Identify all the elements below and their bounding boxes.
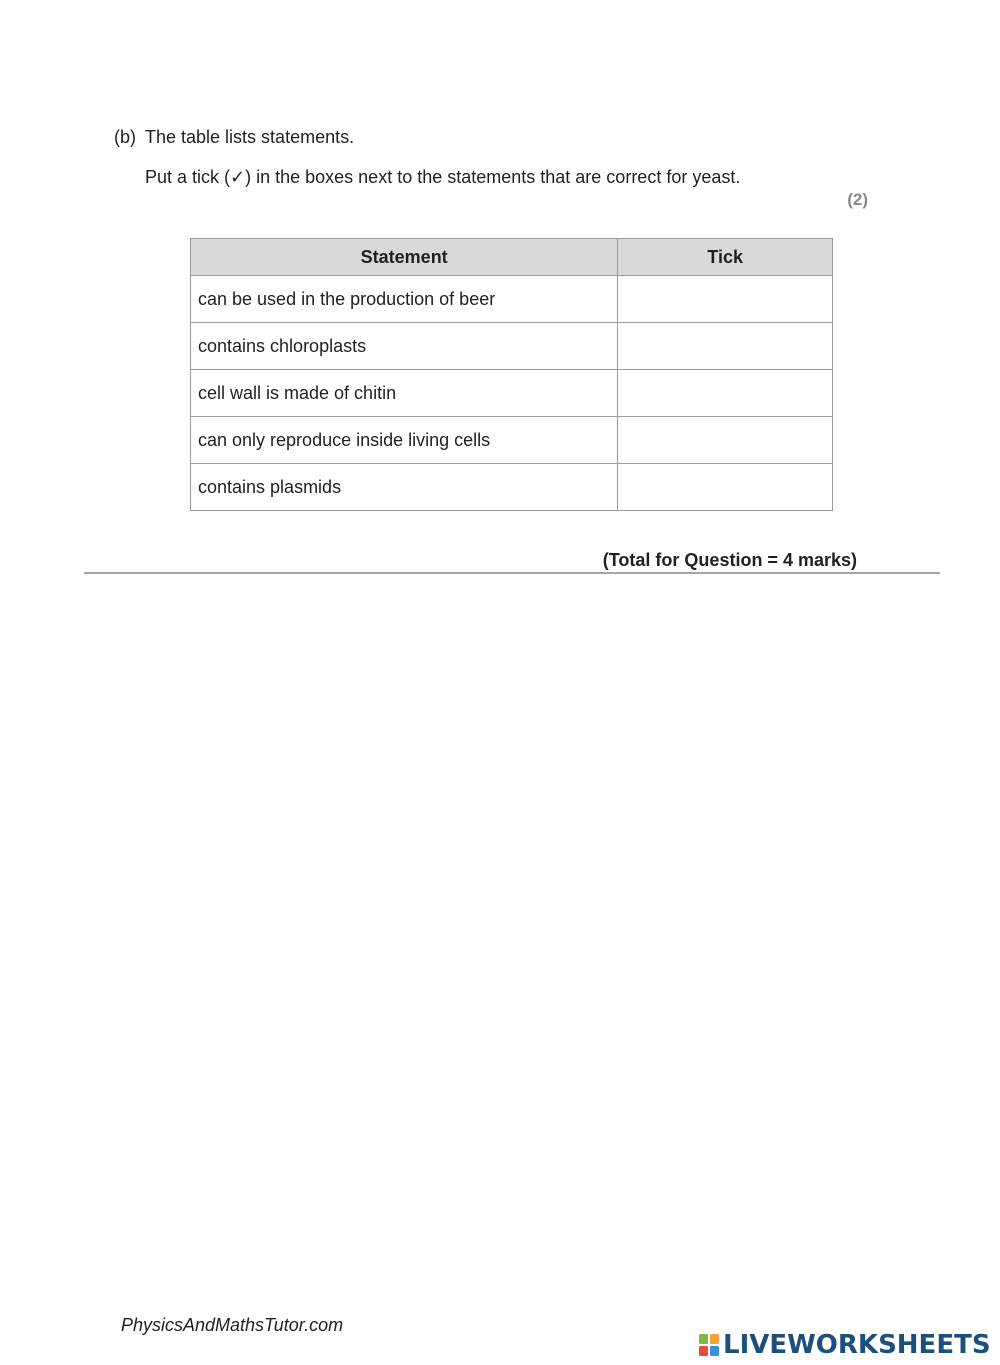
marks-available: (2) — [847, 190, 868, 209]
question-instruction: Put a tick (✓) in the boxes next to the statements that are correct for yeast. — [145, 167, 741, 187]
statement-cell: contains plasmids — [191, 464, 618, 511]
tick-box[interactable] — [618, 323, 833, 370]
question-part — [114, 126, 354, 148]
liveworksheets-logo-icon — [698, 1333, 720, 1357]
liveworksheets-logo — [698, 1330, 991, 1360]
table-row — [191, 417, 833, 464]
tick-box[interactable] — [618, 464, 833, 511]
tick-box[interactable] — [618, 276, 833, 323]
header-statement: Statement — [191, 239, 618, 276]
liveworksheets-logo-text: LIVEWORKSHEETS — [723, 1330, 991, 1360]
statement-cell: can only reproduce inside living cells — [191, 417, 618, 464]
header-tick: Tick — [618, 239, 833, 276]
table-row — [191, 276, 833, 323]
table-row — [191, 323, 833, 370]
statement-cell: cell wall is made of chitin — [191, 370, 618, 417]
tick-box[interactable] — [618, 370, 833, 417]
question-intro: The table lists statements. — [145, 127, 355, 147]
statement-cell: can be used in the production of beer — [191, 276, 618, 323]
part-label: (b) — [114, 127, 136, 147]
source-credit: PhysicsAndMathsTutor.com — [121, 1315, 344, 1335]
table-row — [191, 370, 833, 417]
statements-table — [190, 238, 833, 511]
statement-cell: contains chloroplasts — [191, 323, 618, 370]
tick-box[interactable] — [618, 417, 833, 464]
question-total: (Total for Question = 4 marks) — [602, 550, 857, 570]
table-row — [191, 464, 833, 511]
section-divider — [84, 572, 940, 574]
table-header-row — [191, 239, 833, 276]
